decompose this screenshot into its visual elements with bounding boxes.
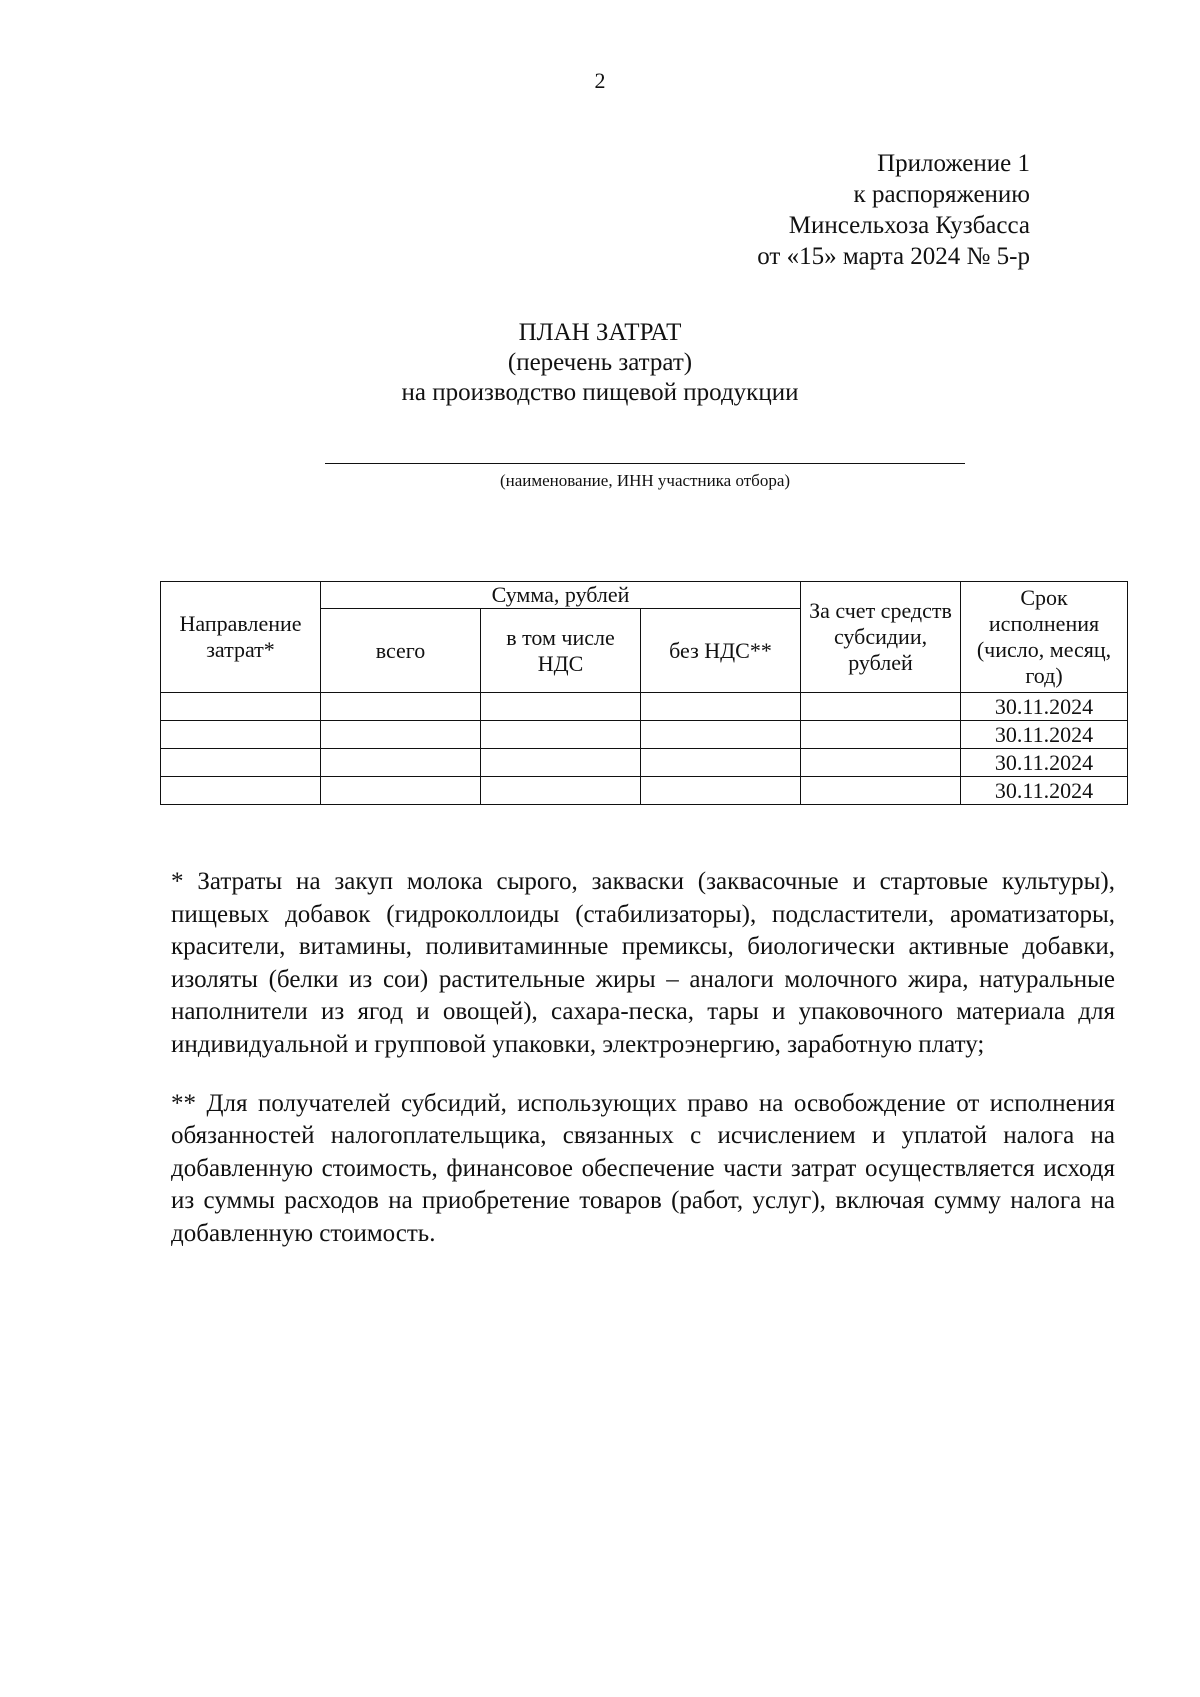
footnotes	[171, 866, 1115, 1277]
cell-total	[321, 777, 481, 805]
cell-total	[321, 749, 481, 777]
footnote-costs: * Затраты на закуп молока сырого, закваски (заквасочные и стартовые культуры), пищевых добавок (гидроколлоиды (стабилизаторы), подсластители, ароматизаторы, красители, витамины, поливитаминные премиксы, биологически активные добавки, изоляты (белки из сои) растительные жиры – аналоги молочного жира, натуральные наполнители из ягод и овощей), сахара-песка, тары и упаковочного материала для индивидуальной и групповой упаковки, электроэнергию, заработную плату;	[171, 868, 1115, 1058]
table-row	[161, 693, 1128, 721]
cell-direction	[161, 693, 321, 721]
cell-without-vat	[641, 749, 801, 777]
page-number: 2	[594, 68, 606, 93]
header-total: всего	[321, 609, 481, 693]
cell-deadline: 30.11.2024	[961, 693, 1128, 721]
cell-deadline: 30.11.2024	[961, 721, 1128, 749]
cell-without-vat	[641, 721, 801, 749]
cell-subsidy	[801, 777, 961, 805]
header-subsidy: За счет средств субсидии, рублей	[801, 582, 961, 693]
document-title	[0, 318, 1200, 408]
title-line-3: на производство пищевой продукции	[401, 379, 799, 406]
cell-without-vat	[641, 777, 801, 805]
cell-incl-vat	[481, 693, 641, 721]
cell-total	[321, 721, 481, 749]
cell-incl-vat	[481, 777, 641, 805]
cell-direction	[161, 749, 321, 777]
header-incl-vat: в том числе НДС	[481, 609, 641, 693]
participant-caption: (наименование, ИНН участника отбора)	[499, 471, 791, 490]
table-row	[161, 777, 1128, 805]
cell-without-vat	[641, 693, 801, 721]
cell-total	[321, 693, 481, 721]
appendix-line-1: Приложение 1	[877, 150, 1030, 177]
cell-subsidy	[801, 693, 961, 721]
cost-plan-table	[160, 581, 1128, 805]
footnote-vat: ** Для получателей субсидий, использующих право на освобождение от исполнения обязанностей налогоплательщика, связанных с исчислением и уплатой налога на добавленную стоимость, финансовое обеспечение части затрат осуществляется исходя из суммы расходов на приобретение товаров (работ, услуг), включая сумму налога на добавленную стоимость.	[171, 1089, 1115, 1247]
cell-subsidy	[801, 749, 961, 777]
table-row	[161, 721, 1128, 749]
appendix-line-4: от «15» марта 2024 № 5-р	[757, 243, 1030, 270]
cell-direction	[161, 721, 321, 749]
cell-deadline: 30.11.2024	[961, 777, 1128, 805]
appendix-line-3: Минсельхоза Кузбасса	[788, 212, 1030, 239]
cell-direction	[161, 777, 321, 805]
header-direction: Направление затрат*	[161, 582, 321, 693]
header-deadline: Срок исполнения (число, месяц, год)	[961, 582, 1128, 693]
participant-name-line	[325, 463, 965, 464]
cell-incl-vat	[481, 721, 641, 749]
appendix-line-2: к распоряжению	[853, 181, 1030, 208]
header-sum-group: Сумма, рублей	[321, 582, 801, 609]
title-line-2: (перечень затрат)	[507, 349, 693, 376]
cell-deadline: 30.11.2024	[961, 749, 1128, 777]
header-without-vat: без НДС**	[641, 609, 801, 693]
cell-incl-vat	[481, 749, 641, 777]
cell-subsidy	[801, 721, 961, 749]
title-line-1: ПЛАН ЗАТРАТ	[518, 319, 682, 346]
table-row	[161, 749, 1128, 777]
appendix-block	[757, 148, 1030, 272]
